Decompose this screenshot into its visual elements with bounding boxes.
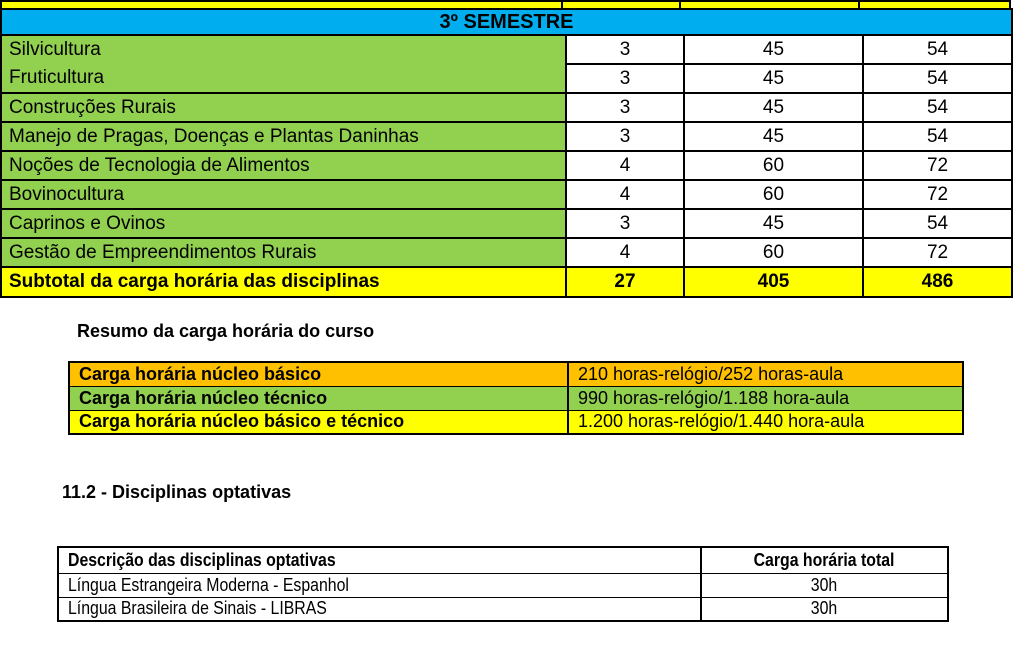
table-row bbox=[58, 597, 948, 621]
table-row bbox=[1, 64, 1012, 93]
optional-discipline-name: Língua Brasileira de Sinais - LIBRAS bbox=[58, 597, 701, 621]
subtotal-row bbox=[1, 267, 1012, 297]
previous-row-cell bbox=[563, 2, 681, 8]
table-row bbox=[1, 122, 1012, 151]
table-row bbox=[1, 93, 1012, 122]
previous-row-cell bbox=[681, 2, 860, 8]
optional-section-heading: 11.2 - Disciplinas optativas bbox=[62, 482, 292, 502]
summary-value: 210 horas-relógio/252 horas-aula bbox=[568, 362, 963, 386]
hours-clock-cell: 45 bbox=[684, 209, 863, 238]
hours-class-cell: 54 bbox=[863, 209, 1012, 238]
summary-value: 990 horas-relógio/1.188 hora-aula bbox=[568, 386, 963, 410]
summary-label: Carga horária núcleo técnico bbox=[69, 386, 568, 410]
discipline-name: Bovinocultura bbox=[1, 180, 566, 209]
hours-clock-cell: 45 bbox=[684, 93, 863, 122]
hours-clock-cell: 60 bbox=[684, 238, 863, 267]
hours-class-cell: 72 bbox=[863, 180, 1012, 209]
hours-class-cell: 54 bbox=[863, 64, 1012, 93]
credits-cell: 3 bbox=[566, 35, 684, 64]
optional-discipline-hours: 30h bbox=[701, 573, 948, 597]
summary-row-basico-tecnico bbox=[69, 410, 963, 434]
hours-clock-cell: 60 bbox=[684, 180, 863, 209]
hours-class-cell: 54 bbox=[863, 35, 1012, 64]
optional-discipline-hours: 30h bbox=[701, 597, 948, 621]
credits-cell: 3 bbox=[566, 93, 684, 122]
optional-disciplines-table bbox=[57, 546, 949, 622]
semester-header-row bbox=[1, 9, 1012, 35]
table-row bbox=[1, 238, 1012, 267]
summary-value: 1.200 horas-relógio/1.440 hora-aula bbox=[568, 410, 963, 434]
hours-clock-cell: 45 bbox=[684, 64, 863, 93]
summary-heading: Resumo da carga horária do curso bbox=[77, 321, 375, 341]
optional-discipline-name: Língua Estrangeira Moderna - Espanhol bbox=[58, 573, 701, 597]
discipline-name: Silvicultura bbox=[1, 35, 566, 64]
hours-clock-cell: 60 bbox=[684, 151, 863, 180]
optional-table-header-row bbox=[58, 547, 948, 573]
credits-cell: 4 bbox=[566, 151, 684, 180]
semester-title: 3º SEMESTRE bbox=[1, 9, 1012, 35]
hours-class-cell: 72 bbox=[863, 151, 1012, 180]
discipline-name: Fruticultura bbox=[1, 64, 566, 93]
optional-desc-header: Descrição das disciplinas optativas bbox=[58, 547, 701, 573]
hours-class-cell: 72 bbox=[863, 238, 1012, 267]
table-row bbox=[1, 209, 1012, 238]
optional-hours-header: Carga horária total bbox=[701, 547, 948, 573]
hours-class-cell: 54 bbox=[863, 122, 1012, 151]
summary-label: Carga horária núcleo básico e técnico bbox=[69, 410, 568, 434]
table-row bbox=[58, 573, 948, 597]
credits-cell: 4 bbox=[566, 238, 684, 267]
semester-table bbox=[0, 8, 1013, 298]
discipline-name: Caprinos e Ovinos bbox=[1, 209, 566, 238]
subtotal-credits: 27 bbox=[566, 267, 684, 297]
summary-row-basico bbox=[69, 362, 963, 386]
previous-row-cell bbox=[0, 2, 563, 8]
summary-label: Carga horária núcleo básico bbox=[69, 362, 568, 386]
subtotal-label: Subtotal da carga horária das disciplinas bbox=[1, 267, 566, 297]
table-row bbox=[1, 180, 1012, 209]
credits-cell: 3 bbox=[566, 122, 684, 151]
discipline-name: Noções de Tecnologia de Alimentos bbox=[1, 151, 566, 180]
previous-row-cell bbox=[860, 2, 1011, 8]
discipline-name: Gestão de Empreendimentos Rurais bbox=[1, 238, 566, 267]
summary-table bbox=[68, 361, 964, 435]
table-row bbox=[1, 35, 1012, 64]
credits-cell: 4 bbox=[566, 180, 684, 209]
credits-cell: 3 bbox=[566, 209, 684, 238]
hours-clock-cell: 45 bbox=[684, 35, 863, 64]
discipline-name: Manejo de Pragas, Doenças e Plantas Daninhas bbox=[1, 122, 566, 151]
discipline-name: Construções Rurais bbox=[1, 93, 566, 122]
table-row bbox=[1, 151, 1012, 180]
previous-row-bottom-strip bbox=[0, 0, 1011, 8]
subtotal-hours-clock: 405 bbox=[684, 267, 863, 297]
hours-class-cell: 54 bbox=[863, 93, 1012, 122]
subtotal-hours-class: 486 bbox=[863, 267, 1012, 297]
hours-clock-cell: 45 bbox=[684, 122, 863, 151]
credits-cell: 3 bbox=[566, 64, 684, 93]
summary-row-tecnico bbox=[69, 386, 963, 410]
